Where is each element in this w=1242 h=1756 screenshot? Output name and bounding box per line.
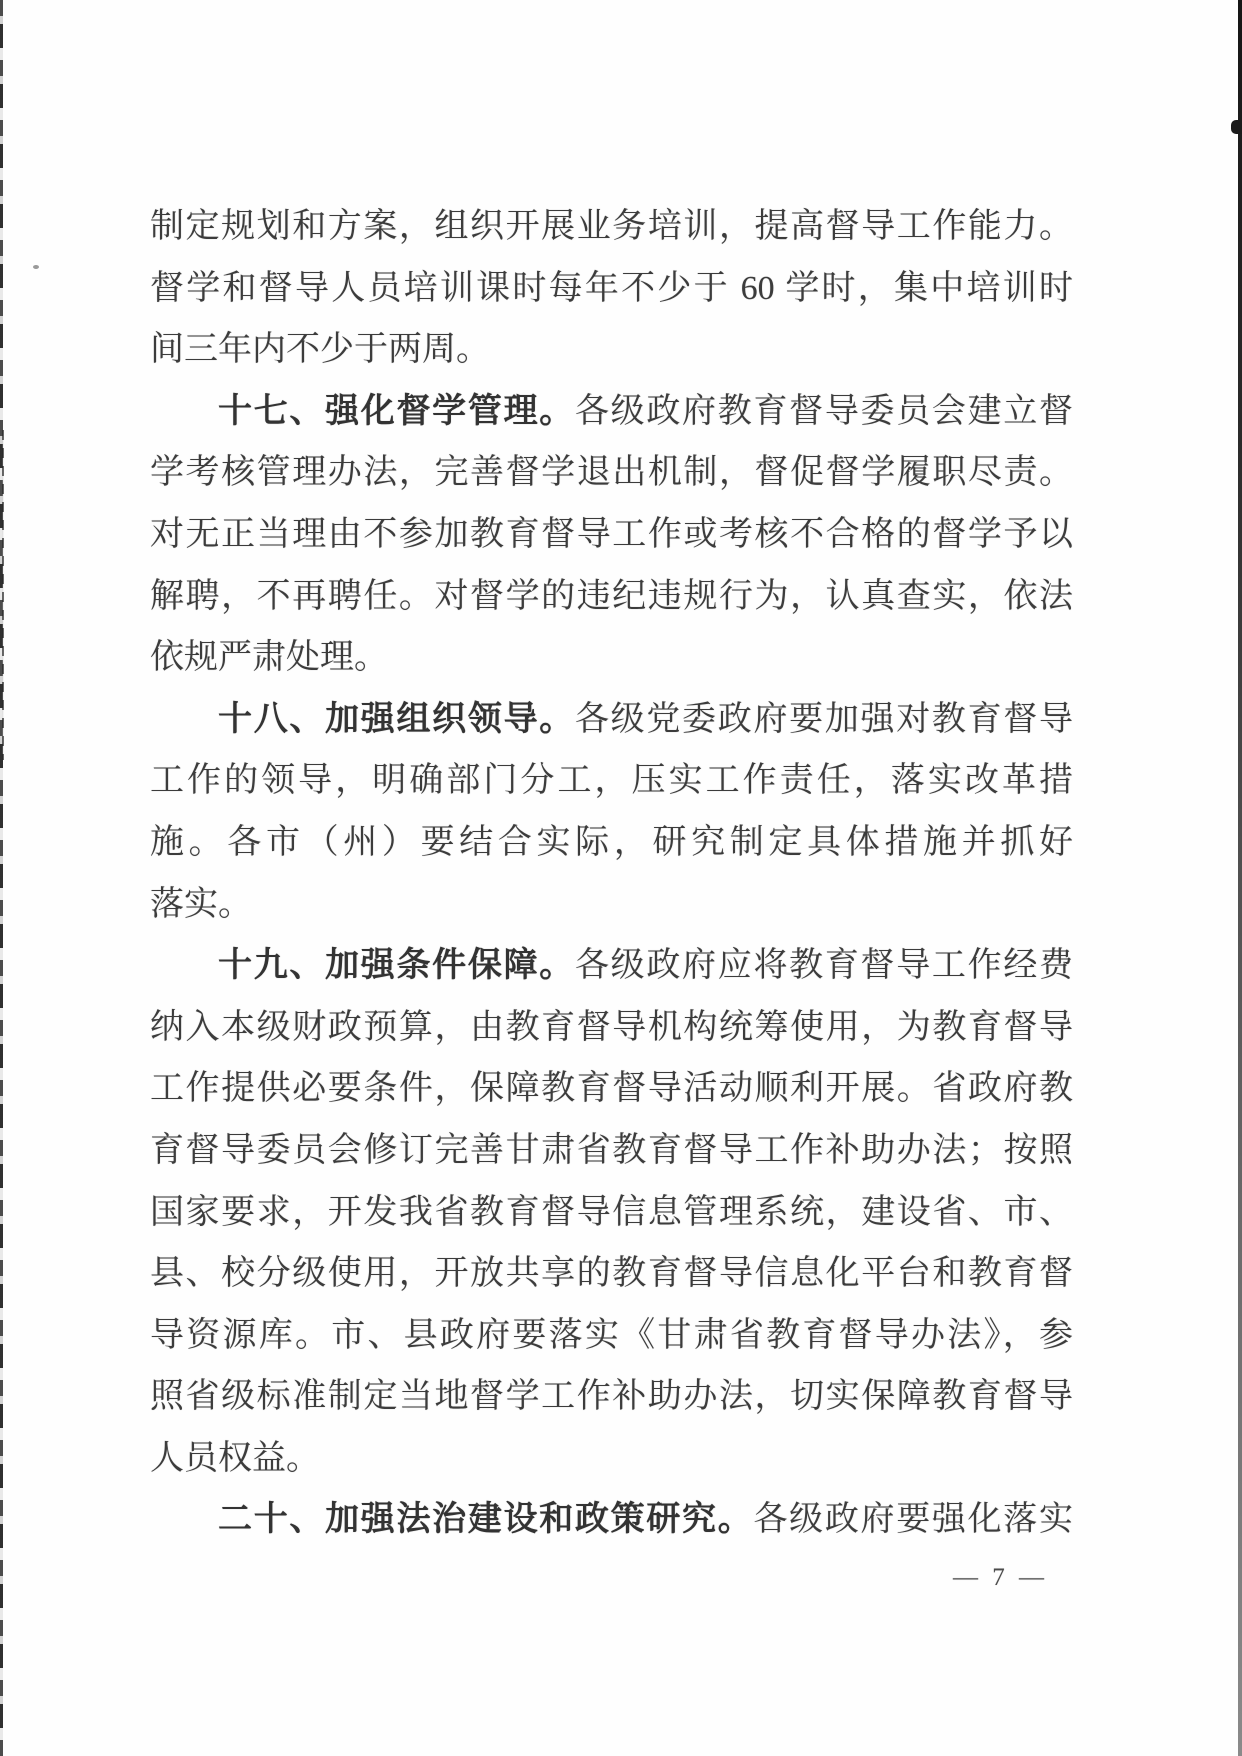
line-text: 落实。 [150, 885, 252, 923]
line-text: 督学和督导人员培训课时每年不少于 60 学时，集中培训时 [150, 269, 1073, 307]
document-lines [150, 196, 1073, 1551]
text-line [150, 627, 1073, 689]
text-line [150, 1428, 1073, 1490]
text-line [150, 874, 1073, 936]
line-text: 各级政府要强化落实 [753, 1501, 1074, 1539]
scan-edge-left-artifact-inner [2, 430, 4, 760]
scan-dot-artifact [33, 265, 39, 269]
text-line [150, 997, 1073, 1059]
scan-edge-left-artifact [0, 0, 3, 1756]
line-text: 工作提供必要条件，保障教育督导活动顺利开展。省政府教 [150, 1070, 1073, 1108]
line-text: 依规严肃处理。 [150, 639, 388, 677]
line-text: 解聘，不再聘任。对督学的违纪违规行为，认真查实，依法 [150, 577, 1073, 615]
text-line [150, 689, 1073, 751]
line-text: 纳入本级财政预算，由教育督导机构统筹使用，为教育督导 [150, 1008, 1073, 1046]
text-line [150, 935, 1073, 997]
section-heading: 十七、强化督学管理。 [218, 392, 575, 430]
text-line [150, 1182, 1073, 1244]
text-line [150, 196, 1073, 258]
text-line [150, 504, 1073, 566]
text-line [150, 442, 1073, 504]
line-text: 工作的领导，明确部门分工，压实工作责任，落实改革措 [150, 762, 1073, 800]
text-line [150, 750, 1073, 812]
line-text: 国家要求，开发我省教育督导信息管理系统，建设省、市、 [150, 1193, 1073, 1231]
line-text: 照省级标准制定当地督学工作补助办法，切实保障教育督导 [150, 1378, 1073, 1416]
line-text: 县、校分级使用，开放共享的教育督导信息化平台和教育督 [150, 1255, 1073, 1293]
line-text: 制定规划和方案，组织开展业务培训，提高督导工作能力。 [150, 208, 1073, 245]
text-line [150, 1366, 1073, 1428]
line-text: 学考核管理办法，完善督学退出机制，督促督学履职尽责。 [150, 454, 1073, 492]
line-text: 各级政府教育督导委员会建立督 [574, 392, 1074, 430]
line-text: 导资源库。市、县政府要落实《甘肃省教育督导办法》，参 [150, 1316, 1073, 1354]
line-text: 对无正当理由不参加教育督导工作或考核不合格的督学予以 [150, 515, 1073, 553]
text-line [150, 1489, 1073, 1551]
scan-edge-right-artifact [1238, 0, 1242, 1756]
line-text: 各级党委政府要加强对教育督导 [574, 700, 1074, 738]
line-text: 间三年内不少于两周。 [150, 331, 490, 369]
section-heading: 二十、加强法治建设和政策研究。 [218, 1501, 754, 1539]
text-line [150, 258, 1073, 320]
text-line [150, 1243, 1073, 1305]
text-line [150, 566, 1073, 628]
text-line [150, 1058, 1073, 1120]
text-line [150, 319, 1073, 381]
line-text: 施。各市（州）要结合实际，研究制定具体措施并抓好 [150, 823, 1073, 861]
text-line [150, 381, 1073, 443]
scan-blob-artifact [1231, 120, 1242, 134]
section-heading: 十九、加强条件保障。 [218, 947, 575, 985]
line-text: 人员权益。 [150, 1439, 320, 1477]
page-number: — 7 — [953, 1564, 1048, 1591]
text-line [150, 1305, 1073, 1367]
line-text: 各级政府应将教育督导工作经费 [574, 947, 1074, 985]
text-line [150, 812, 1073, 874]
line-text: 育督导委员会修订完善甘肃省教育督导工作补助办法；按照 [150, 1131, 1073, 1169]
section-heading: 十八、加强组织领导。 [218, 700, 575, 738]
text-line [150, 1120, 1073, 1182]
